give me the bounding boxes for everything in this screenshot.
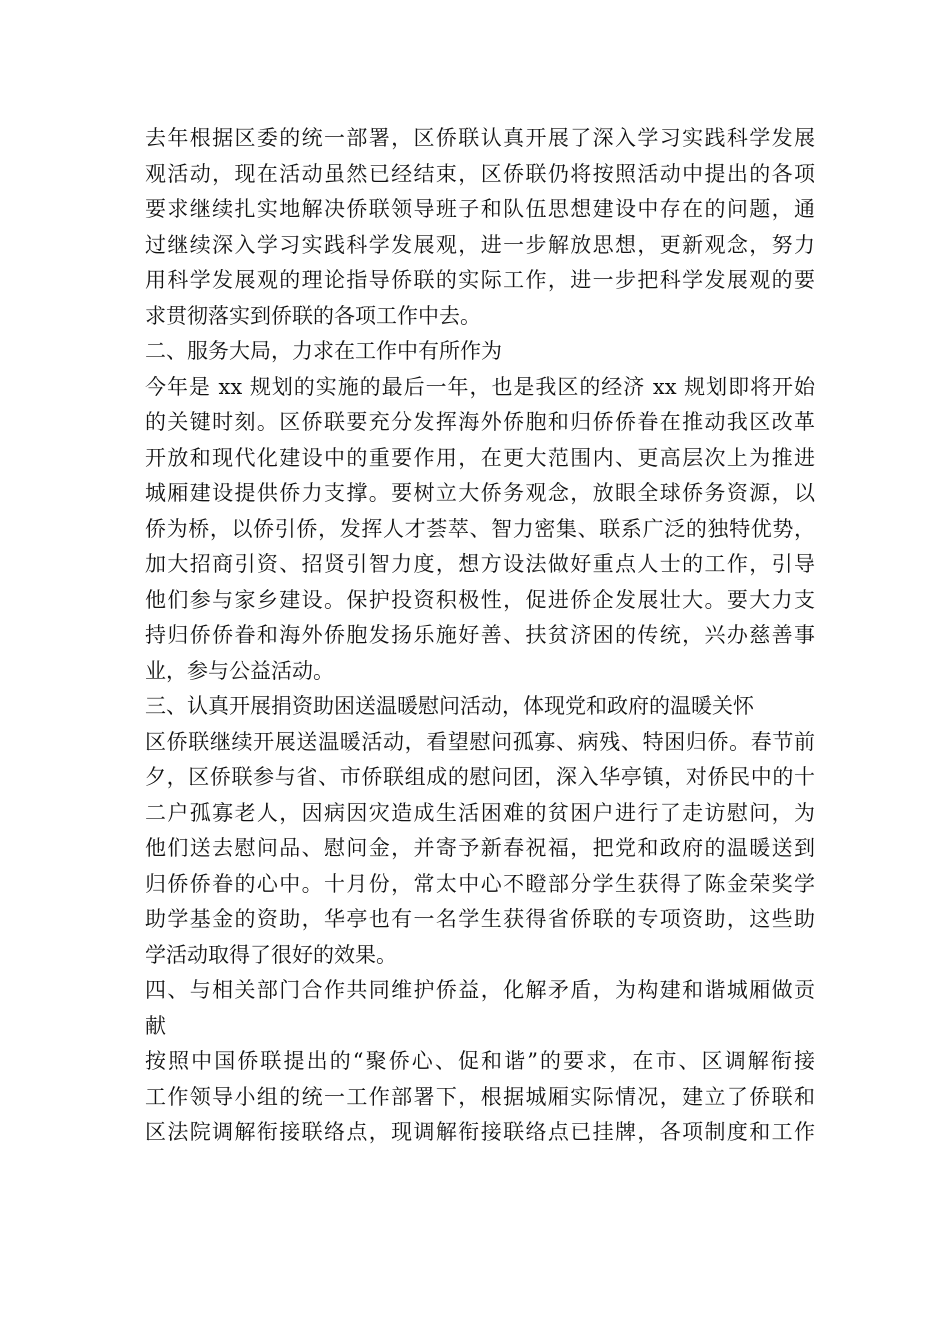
section-heading: 献: [145, 1013, 166, 1038]
text-line: 城厢建设提供侨力支撑。要树立大侨务观念，放眼全球侨务资源，以: [145, 481, 815, 505]
text-line: 按照中国侨联提出的“聚侨心、促和谐”的要求，在市、区调解衔接: [145, 1049, 815, 1073]
text-line: 今年是 xx 规划的实施的最后一年，也是我区的经济 xx 规划即将开始: [145, 374, 815, 399]
text-line: 观活动，现在活动虽然已经结束，区侨联仍将按照活动中提出的各项: [145, 161, 815, 186]
text-line: 二户孤寡老人，因病因灾造成生活困难的贫困户进行了走访慰问，为: [145, 800, 815, 825]
text-line: 用科学发展观的理论指导侨联的实际工作，进一步把科学发展观的要: [145, 268, 815, 292]
text-line: 工作领导小组的统一工作部署下，根据城厢实际情况，建立了侨联和: [145, 1084, 815, 1109]
section-heading: 四、与相关部门合作共同维护侨益，化解矛盾，为构建和谐城厢做贡: [145, 978, 815, 1002]
text-line: 开放和现代化建设中的重要作用，在更大范围内、更高层次上为推进: [145, 445, 815, 470]
text-line: 业，参与公益活动。: [145, 658, 334, 683]
text-line: 区侨联继续开展送温暖活动，看望慰问孤寡、病残、特困归侨。春节前: [145, 729, 815, 754]
text-line: 去年根据区委的统一部署，区侨联认真开展了深入学习实践科学发展: [145, 126, 815, 150]
text-line: 侨为桥，以侨引侨，发挥人才荟萃、智力密集、联系广泛的独特优势，: [145, 516, 815, 541]
text-line: 要求继续扎实地解决侨联领导班子和队伍思想建设中存在的问题，通: [145, 197, 815, 221]
text-line: 夕，区侨联参与省、市侨联组成的慰问团，深入华亭镇，对侨民中的十: [145, 765, 815, 789]
text-line: 区法院调解衔接联络点，现调解衔接联络点已挂牌，各项制度和工作: [145, 1120, 815, 1144]
text-line: 加大招商引资、招贤引智力度，想方设法做好重点人士的工作，引导: [145, 552, 815, 576]
text-line: 的关键时刻。区侨联要充分发挥海外侨胞和归侨侨眷在推动我区改革: [145, 410, 815, 434]
text-line: 过继续深入学习实践科学发展观，进一步解放思想，更新观念，努力: [145, 232, 815, 257]
text-line: 求贯彻落实到侨联的各项工作中去。: [145, 303, 481, 328]
text-line: 助学基金的资助，华亭也有一名学生获得省侨联的专项资助，这些助: [145, 907, 815, 931]
section-heading: 二、服务大局，力求在工作中有所作为: [145, 339, 502, 363]
text-line: 归侨侨眷的心中。十月份，常太中心不瞪部分学生获得了陈金荣奖学: [145, 871, 815, 896]
text-line: 他们参与家乡建设。保护投资积极性，促进侨企发展壮大。要大力支: [145, 587, 815, 612]
document-body: [145, 121, 815, 1151]
section-heading: 三、认真开展捐资助困送温暖慰问活动，体现党和政府的温暖关怀: [145, 694, 754, 718]
text-line: 他们送去慰问品、慰问金，并寄予新春祝福，把党和政府的温暖送到: [145, 836, 815, 860]
text-line: 持归侨侨眷和海外侨胞发扬乐施好善、扶贫济困的传统，兴办慈善事: [145, 623, 815, 647]
text-line: 学活动取得了很好的效果。: [145, 942, 397, 967]
